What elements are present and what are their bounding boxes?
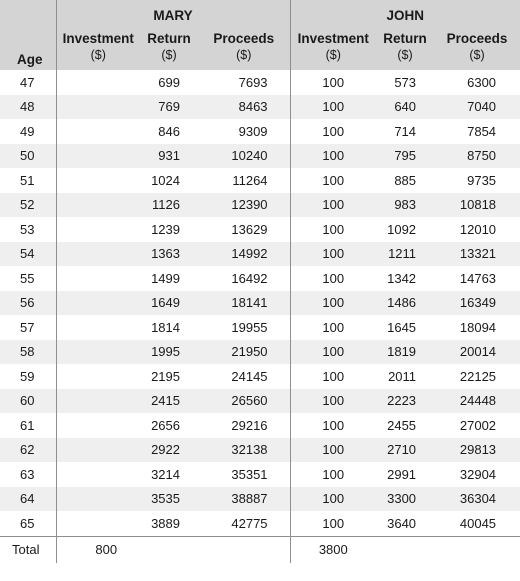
john-proceeds-cell: 8750 bbox=[434, 144, 520, 169]
john-investment-cell: 100 bbox=[290, 413, 376, 438]
mary-proceeds-header bbox=[198, 30, 290, 70]
header-label: Return bbox=[147, 31, 191, 46]
mary-investment-cell bbox=[56, 168, 140, 193]
table-row bbox=[0, 95, 520, 120]
table-row bbox=[0, 168, 520, 193]
john-proceeds-cell: 13321 bbox=[434, 242, 520, 267]
john-return-cell: 2710 bbox=[376, 438, 434, 463]
mary-investment-cell bbox=[56, 315, 140, 340]
table-row bbox=[0, 291, 520, 316]
mary-proceeds-cell: 38887 bbox=[198, 487, 290, 512]
age-cell: 60 bbox=[0, 389, 56, 414]
table-row bbox=[0, 389, 520, 414]
john-return-cell: 714 bbox=[394, 123, 417, 139]
mary-proceeds-cell: 11264 bbox=[232, 172, 268, 188]
header-label: Investment bbox=[297, 31, 369, 46]
table-row bbox=[0, 266, 520, 291]
age-cell: 47 bbox=[20, 74, 35, 90]
mary-investment-cell bbox=[56, 95, 140, 120]
john-return-cell: 1645 bbox=[387, 319, 417, 335]
table-row bbox=[0, 119, 520, 144]
john-investment-cell: 100 bbox=[290, 438, 376, 463]
table-body bbox=[0, 70, 520, 536]
john-return-cell: 1211 bbox=[376, 242, 434, 267]
mary-investment-cell bbox=[56, 217, 140, 242]
john-proceeds-cell: 6300 bbox=[467, 74, 497, 90]
table-row bbox=[0, 217, 520, 242]
john-proceeds-header bbox=[434, 30, 520, 70]
john-proceeds-cell: 7040 bbox=[434, 95, 520, 120]
john-proceeds-cell: 10818 bbox=[434, 193, 520, 218]
table-row bbox=[0, 364, 520, 389]
john-investment-cell: 100 bbox=[290, 340, 376, 365]
age-cell: 53 bbox=[20, 221, 35, 237]
john-investment-cell: 100 bbox=[290, 217, 376, 242]
john-proceeds-cell: 14763 bbox=[459, 270, 497, 286]
john-investment-cell: 100 bbox=[290, 119, 376, 144]
mary-proceeds-cell: 14992 bbox=[198, 242, 290, 267]
john-investment-cell: 100 bbox=[290, 242, 376, 267]
john-proceeds-cell: 29813 bbox=[434, 438, 520, 463]
john-investment-cell: 100 bbox=[290, 364, 376, 389]
john-return-cell: 983 bbox=[376, 193, 434, 218]
john-proceeds-cell: 24448 bbox=[434, 389, 520, 414]
header-unit: ($) bbox=[469, 48, 485, 62]
john-return-cell: 2223 bbox=[376, 389, 434, 414]
john-return-cell: 1092 bbox=[387, 221, 417, 237]
john-proceeds-cell: 27002 bbox=[459, 417, 497, 433]
john-return-cell: 795 bbox=[376, 144, 434, 169]
john-proceeds-cell: 18094 bbox=[459, 319, 497, 335]
table-row bbox=[0, 340, 520, 365]
mary-return-cell: 3889 bbox=[151, 515, 180, 531]
age-cell: 59 bbox=[20, 368, 35, 384]
mary-proceeds-cell: 29216 bbox=[231, 417, 268, 433]
john-investment-cell: 100 bbox=[290, 70, 376, 95]
mary-investment-cell bbox=[56, 291, 140, 316]
mary-proceeds-cell: 21950 bbox=[198, 340, 290, 365]
mary-return-cell: 699 bbox=[158, 74, 180, 90]
age-cell: 50 bbox=[0, 144, 56, 169]
mary-return-cell: 931 bbox=[140, 144, 198, 169]
age-cell: 65 bbox=[20, 515, 35, 531]
mary-proceeds-cell: 18141 bbox=[198, 291, 290, 316]
mary-return-cell: 1814 bbox=[151, 319, 180, 335]
john-return-cell: 2011 bbox=[388, 368, 417, 384]
column-header-row bbox=[0, 30, 520, 70]
mary-investment-cell bbox=[56, 144, 140, 169]
mary-return-cell: 1024 bbox=[151, 172, 180, 188]
john-proceeds-cell: 9735 bbox=[467, 172, 497, 188]
mary-proceeds-cell: 13629 bbox=[231, 221, 268, 237]
john-proceeds-cell: 20014 bbox=[434, 340, 520, 365]
mary-return-cell: 1499 bbox=[151, 270, 180, 286]
mary-proceeds-cell: 8463 bbox=[198, 95, 290, 120]
mary-investment-cell bbox=[56, 242, 140, 267]
mary-total-investment: 800 bbox=[56, 536, 140, 563]
john-investment-cell: 100 bbox=[290, 291, 376, 316]
table-row bbox=[0, 315, 520, 340]
mary-investment-cell bbox=[56, 487, 140, 512]
age-cell: 49 bbox=[20, 123, 35, 139]
mary-investment-cell bbox=[56, 511, 140, 536]
header-unit: ($) bbox=[397, 48, 413, 62]
table-row bbox=[0, 242, 520, 267]
mary-investment-cell bbox=[56, 70, 140, 95]
john-return-cell: 1819 bbox=[376, 340, 434, 365]
john-return-header bbox=[376, 30, 434, 70]
age-cell: 62 bbox=[0, 438, 56, 463]
header-label: Proceeds bbox=[213, 31, 275, 46]
age-cell: 58 bbox=[0, 340, 56, 365]
table-row bbox=[0, 511, 520, 536]
john-investment-cell: 100 bbox=[290, 144, 376, 169]
john-proceeds-cell: 36304 bbox=[434, 487, 520, 512]
mary-return-header bbox=[140, 30, 198, 70]
total-label: Total bbox=[0, 536, 56, 563]
mary-proceeds-cell: 19955 bbox=[231, 319, 268, 335]
john-total-return bbox=[376, 536, 434, 563]
john-return-cell: 1342 bbox=[387, 270, 417, 286]
age-cell: 54 bbox=[0, 242, 56, 267]
mary-proceeds-cell: 32138 bbox=[198, 438, 290, 463]
mary-return-cell: 1126 bbox=[140, 193, 198, 218]
age-cell: 56 bbox=[0, 291, 56, 316]
age-cell: 55 bbox=[20, 270, 35, 286]
mary-proceeds-cell: 12390 bbox=[198, 193, 290, 218]
mary-return-cell: 3535 bbox=[140, 487, 198, 512]
age-cell: 61 bbox=[20, 417, 35, 433]
john-investment-cell: 100 bbox=[290, 462, 376, 487]
header-unit: ($) bbox=[90, 48, 106, 62]
table-row bbox=[0, 193, 520, 218]
mary-investment-cell bbox=[56, 438, 140, 463]
mary-investment-cell bbox=[56, 340, 140, 365]
john-return-cell: 640 bbox=[376, 95, 434, 120]
mary-return-cell: 1995 bbox=[140, 340, 198, 365]
john-group-header: JOHN bbox=[290, 0, 520, 30]
john-proceeds-cell: 12010 bbox=[459, 221, 497, 237]
john-investment-header bbox=[290, 30, 376, 70]
mary-return-cell: 846 bbox=[158, 123, 180, 139]
mary-return-cell: 3214 bbox=[151, 466, 180, 482]
age-cell: 64 bbox=[0, 487, 56, 512]
age-cell: 48 bbox=[0, 95, 56, 120]
mary-proceeds-cell: 26560 bbox=[198, 389, 290, 414]
total-row bbox=[0, 536, 520, 563]
john-investment-cell: 100 bbox=[290, 266, 376, 291]
john-investment-cell: 100 bbox=[290, 389, 376, 414]
john-return-cell: 885 bbox=[394, 172, 417, 188]
john-investment-cell: 100 bbox=[290, 511, 376, 536]
john-return-cell: 3300 bbox=[376, 487, 434, 512]
table-row bbox=[0, 70, 520, 95]
john-return-cell: 2455 bbox=[387, 417, 417, 433]
mary-return-cell: 1239 bbox=[151, 221, 180, 237]
mary-investment-cell bbox=[56, 266, 140, 291]
table-row bbox=[0, 487, 520, 512]
john-investment-cell: 100 bbox=[290, 193, 376, 218]
age-cell: 52 bbox=[0, 193, 56, 218]
mary-return-cell: 2415 bbox=[140, 389, 198, 414]
mary-return-cell: 769 bbox=[140, 95, 198, 120]
john-proceeds-cell: 7854 bbox=[467, 123, 497, 139]
mary-return-cell: 2656 bbox=[151, 417, 180, 433]
mary-investment-cell bbox=[56, 193, 140, 218]
john-investment-cell: 100 bbox=[290, 487, 376, 512]
table-row bbox=[0, 413, 520, 438]
john-proceeds-cell: 16349 bbox=[434, 291, 520, 316]
header-label: Return bbox=[383, 31, 427, 46]
john-return-cell: 2991 bbox=[387, 466, 417, 482]
john-proceeds-cell: 40045 bbox=[459, 515, 497, 531]
john-investment-cell: 100 bbox=[290, 315, 376, 340]
table-row bbox=[0, 438, 520, 463]
john-return-cell: 3640 bbox=[387, 515, 417, 531]
john-investment-cell: 100 bbox=[290, 168, 376, 193]
john-return-cell: 1486 bbox=[376, 291, 434, 316]
header-unit: ($) bbox=[236, 48, 252, 62]
john-proceeds-cell: 22125 bbox=[459, 368, 497, 384]
group-header-row bbox=[0, 0, 520, 30]
mary-total-proceeds bbox=[198, 536, 290, 563]
mary-proceeds-cell: 42775 bbox=[231, 515, 268, 531]
mary-return-cell: 2195 bbox=[151, 368, 180, 384]
john-proceeds-cell: 32904 bbox=[459, 466, 497, 482]
table-row bbox=[0, 144, 520, 169]
age-column-header: Age bbox=[0, 0, 56, 70]
mary-investment-cell bbox=[56, 389, 140, 414]
header-label: Investment bbox=[62, 31, 134, 46]
header-label: Proceeds bbox=[446, 31, 508, 46]
mary-group-header: MARY bbox=[56, 0, 290, 30]
john-total-investment: 3800 bbox=[290, 536, 376, 563]
mary-proceeds-cell: 16492 bbox=[231, 270, 268, 286]
mary-proceeds-cell: 10240 bbox=[198, 144, 290, 169]
age-cell: 57 bbox=[20, 319, 35, 335]
mary-investment-cell bbox=[56, 413, 140, 438]
mary-proceeds-cell: 24145 bbox=[231, 368, 268, 384]
mary-investment-cell bbox=[56, 119, 140, 144]
mary-investment-header bbox=[56, 30, 140, 70]
mary-investment-cell bbox=[56, 364, 140, 389]
mary-return-cell: 1649 bbox=[140, 291, 198, 316]
john-investment-cell: 100 bbox=[290, 95, 376, 120]
mary-proceeds-cell: 7693 bbox=[238, 74, 268, 90]
mary-return-cell: 1363 bbox=[140, 242, 198, 267]
john-total-proceeds bbox=[434, 536, 520, 563]
age-cell: 51 bbox=[20, 172, 35, 188]
header-unit: ($) bbox=[325, 48, 341, 62]
mary-investment-cell bbox=[56, 462, 140, 487]
john-return-cell: 573 bbox=[394, 74, 417, 90]
mary-total-return bbox=[140, 536, 198, 563]
age-cell: 63 bbox=[20, 466, 35, 482]
header-unit: ($) bbox=[161, 48, 177, 62]
table-row bbox=[0, 462, 520, 487]
mary-proceeds-cell: 35351 bbox=[231, 466, 268, 482]
mary-proceeds-cell: 9309 bbox=[238, 123, 268, 139]
mary-return-cell: 2922 bbox=[140, 438, 198, 463]
